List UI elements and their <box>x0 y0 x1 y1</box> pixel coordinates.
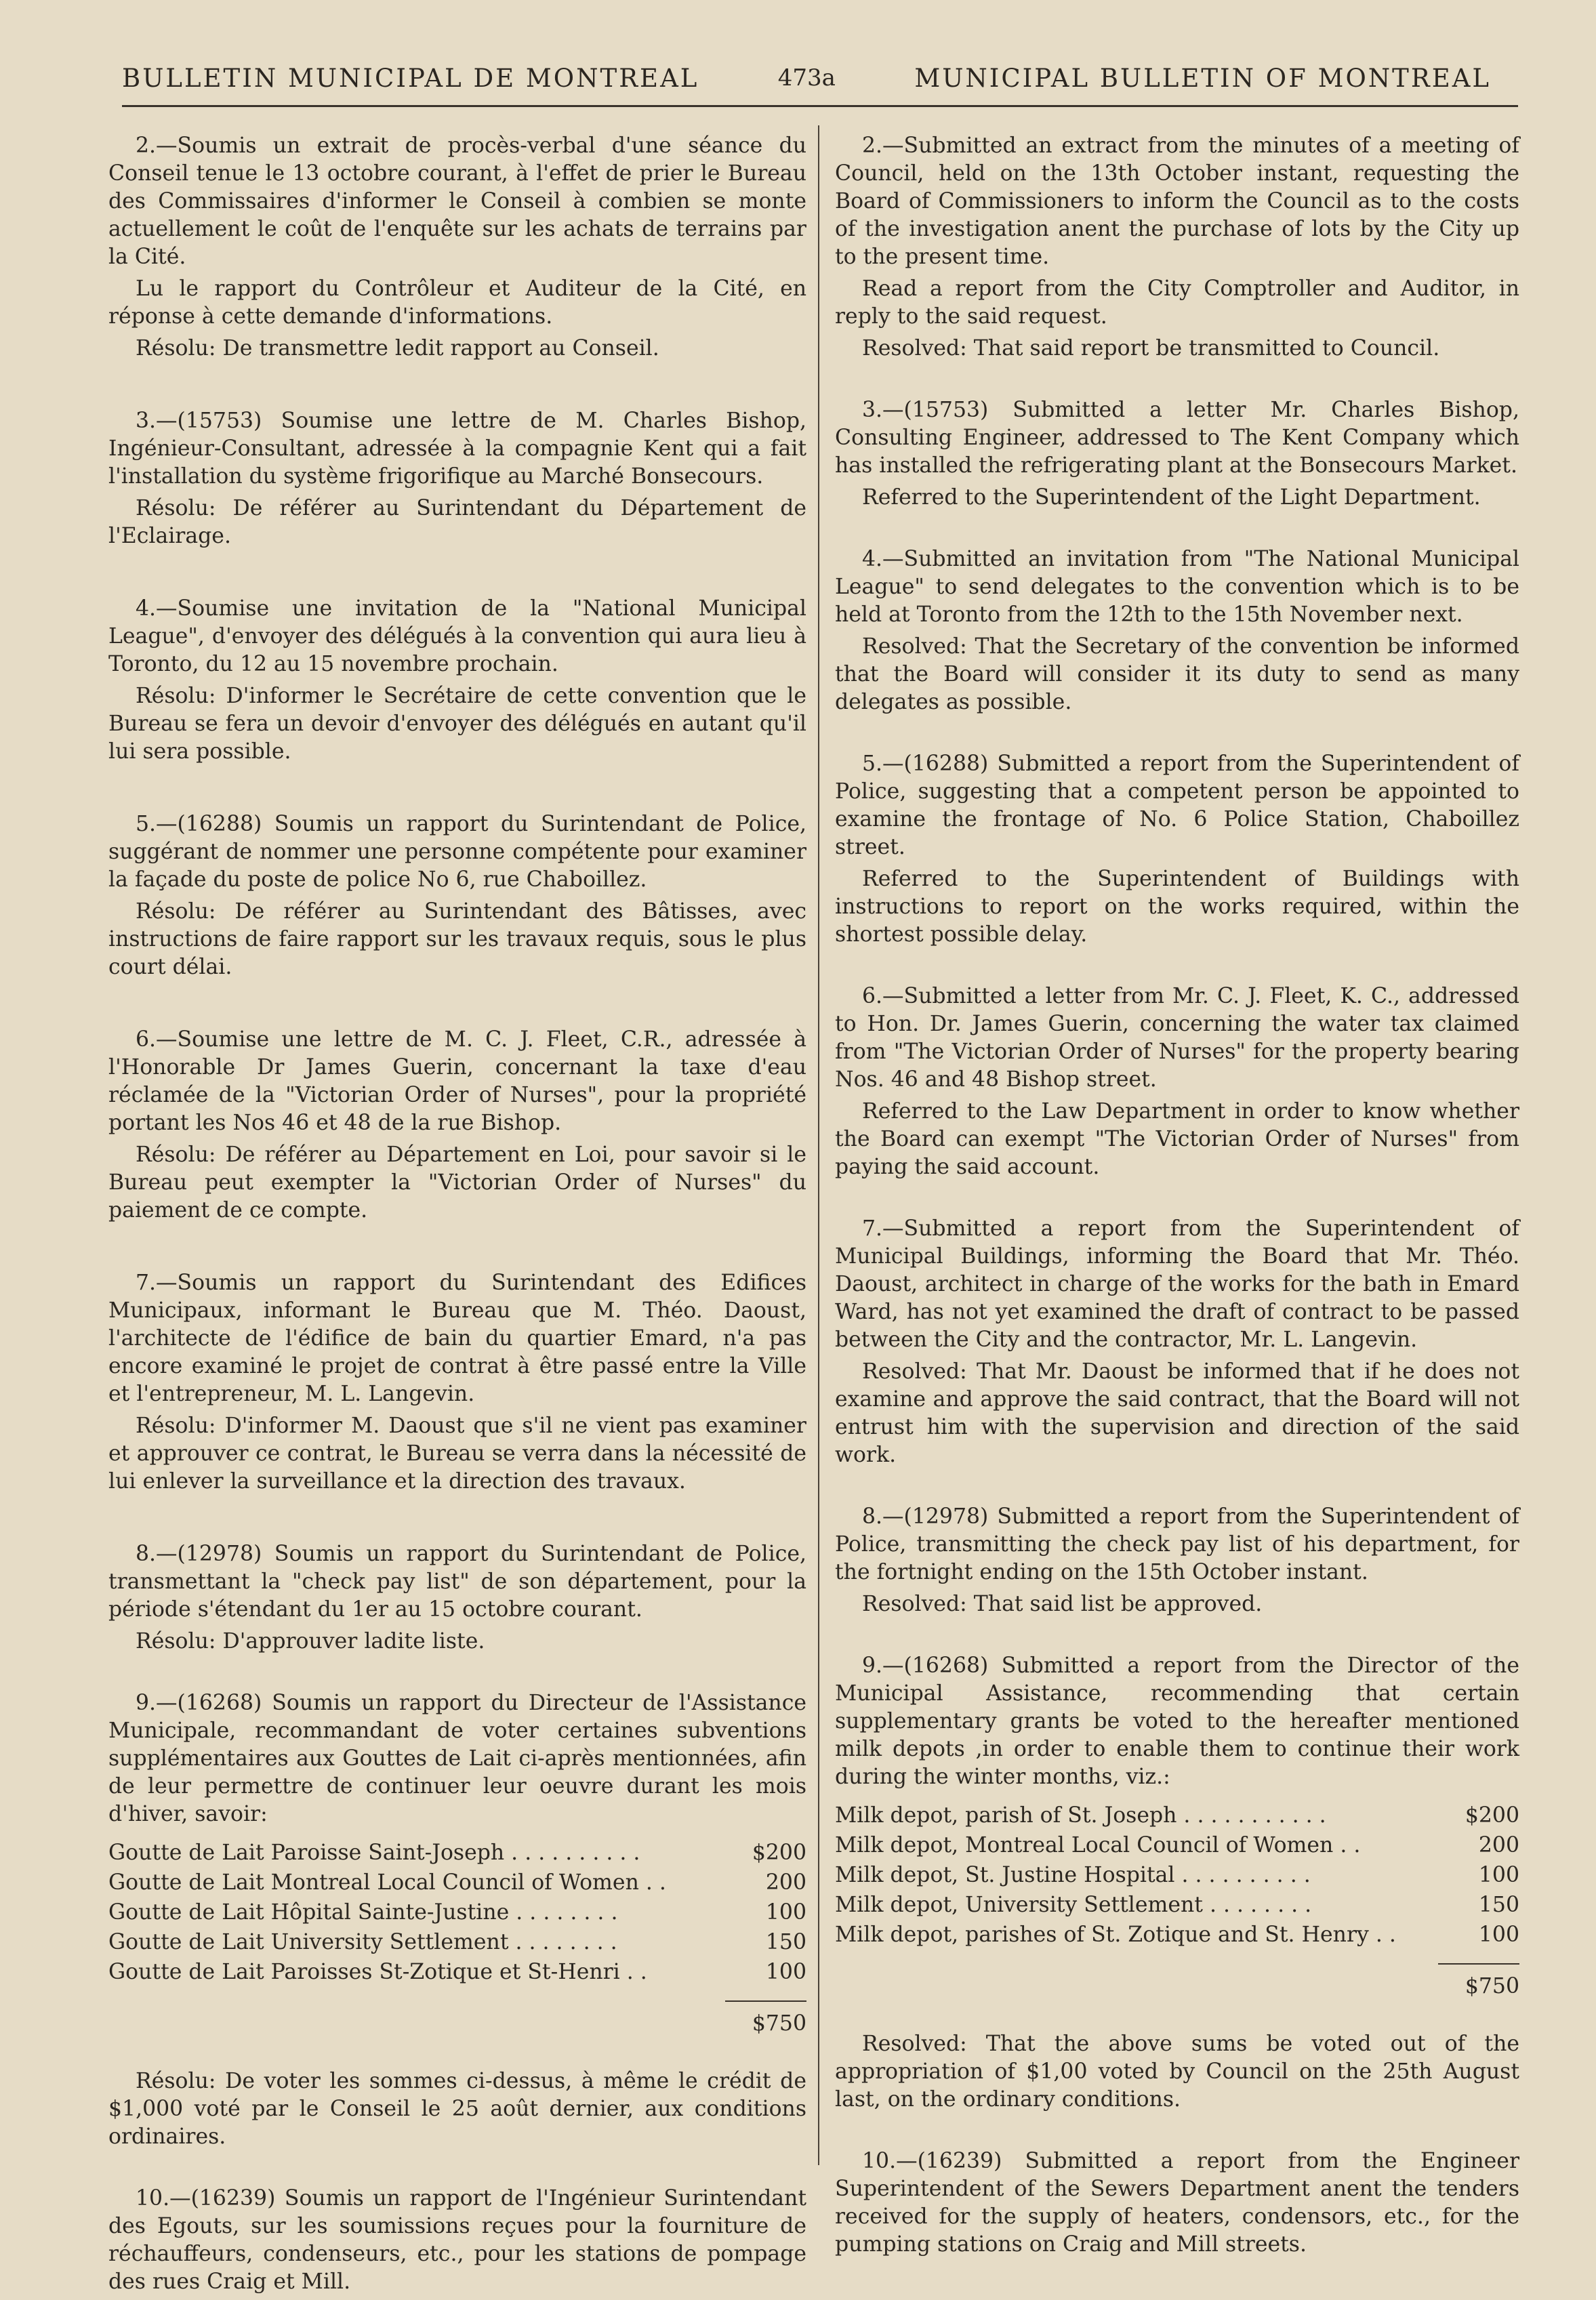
fr-item-6-resolved: Résolu: De référer au Département en Loi, pour savoir si le Bureau peut exempter la "Victorian Order of Nurses" du paiement de ce compte. <box>108 1143 806 1223</box>
en-item-6-text: 6.—Submitted a letter from Mr. C. J. Fleet, K. C., addressed to Hon. Dr. James Guerin, concerning the water tax claimed from "The Victorian Order of Nurses" for the property bearing Nos. 46 and 48 Bishop street. <box>835 984 1519 1092</box>
en-item-2-text: 2.—Submitted an extract from the minutes of a meeting of Council, held on the 13th October instant, requesting the Board of Commissioners to inform the Council as to the costs of the investigation anent the purchase of lots by the City up to the present time. <box>835 134 1519 269</box>
list-item: Milk depot, parish of St. Joseph . . . . . . . . . . . $200 <box>835 1803 1519 1828</box>
fr-item-7-text: 7.—Soumis un rapport du Surintendant des Edifices Municipaux, informant le Bureau que M. Théo. Daoust, l'architecte de l'édifice de bain du quartier Emard, n'a pas encore examiné le projet de contrat à être passé entre la Ville et l'entrepreneur, M. L. Langevin. <box>108 1271 806 1406</box>
fr-grant-total: $750 <box>108 2000 806 2038</box>
en-item-4-text: 4.—Submitted an invitation from "The National Municipal League" to send delegates to the convention which is to be held at Toronto from the 12th to the 15th November next. <box>835 547 1519 627</box>
header-rule <box>122 105 1518 107</box>
list-item: Goutte de Lait University Settlement . . . . . . . . 150 <box>108 1930 806 1954</box>
fr-item-5-resolved: Résolu: De référer au Surintendant des Bâtisses, avec instructions de faire rapport sur les travaux requis, sous le plus court délai. <box>108 899 806 979</box>
en-grant-total: $750 <box>835 1963 1519 2000</box>
en-item-2-read: Read a report from the City Comptroller and Auditor, in reply to the said request. <box>835 276 1519 329</box>
en-item-7-text: 7.—Submitted a report from the Superintendent of Municipal Buildings, informing the Board that Mr. Théo. Daoust, architect in charge of the works for the bath in Emard Ward, has not yet examined the draft of contract to be passed between the City and the contractor, Mr. L. Langevin. <box>835 1216 1519 1352</box>
list-item: Goutte de Lait Hôpital Sainte-Justine . . . . . . . . 100 <box>108 1900 806 1925</box>
en-item-8-text: 8.—(12978) Submitted a report from the Superintendent of Police, transmitting the check pay list of his department, for the fortnight ending on the 15th October instant. <box>835 1504 1519 1584</box>
page-number: 473a <box>777 64 836 91</box>
en-grant-list <box>835 1801 1519 1950</box>
fr-item-2-resolved: Résolu: De transmettre ledit rapport au Conseil. <box>136 336 659 361</box>
en-item-6-resolved: Referred to the Law Department in order to know whether the Board can exempt "The Victorian Order of Nurses" from paying the said account. <box>835 1099 1519 1179</box>
en-item-8-resolved: Resolved: That said list be approved. <box>862 1592 1263 1616</box>
fr-item-4-resolved: Résolu: D'informer le Secrétaire de cette convention que le Bureau se fera un devoir d'envoyer des délégués en autant qu'il lui sera possible. <box>108 684 806 764</box>
header-title-english: MUNICIPAL BULLETIN OF MONTREAL <box>914 63 1491 93</box>
fr-item-8-text: 8.—(12978) Soumis un rapport du Surintendant de Police, transmettant la "check pay list" de son département, pour la période s'étendant du 1er au 15 octobre courant. <box>108 1542 806 1622</box>
list-item: Milk depot, University Settlement . . . . . . . . 150 <box>835 1893 1519 1917</box>
header-title-french: BULLETIN MUNICIPAL DE MONTREAL <box>122 63 699 93</box>
en-item-5-resolved: Referred to the Superintendent of Buildings with instructions to report on the works required, within the shortest possible delay. <box>835 867 1519 947</box>
list-item: Milk depot, Montreal Local Council of Women . . 200 <box>835 1833 1519 1857</box>
en-item-3-resolved: Referred to the Superintendent of the Light Department. <box>862 485 1481 510</box>
list-item: Milk depot, parishes of St. Zotique and St. Henry . . 100 <box>835 1923 1519 1947</box>
fr-item-3-text: 3.—(15753) Soumise une lettre de M. Charles Bishop, Ingénieur-Consultant, adressée à la compagnie Kent qui a fait l'installation du système frigorifique au Marché Bonsecours. <box>108 409 806 489</box>
fr-item-4-text: 4.—Soumise une invitation de la "National Municipal League", d'envoyer des délégués à la convention qui aura lieu à Toronto, du 12 au 15 novembre prochain. <box>108 596 806 676</box>
french-column <box>108 132 806 2300</box>
en-item-5-text: 5.—(16288) Submitted a report from the Superintendent of Police, suggesting that a competent person be appointed to examine the frontage of No. 6 Police Station, Chaboillez street. <box>835 752 1519 859</box>
en-item-3-text: 3.—(15753) Submitted a letter Mr. Charles Bishop, Consulting Engineer, addressed to The Kent Company which has installed the refrigerating plant at the Bonsecours Market. <box>835 398 1519 478</box>
fr-grant-list <box>108 1838 806 1987</box>
english-column <box>835 132 1519 2263</box>
en-item-2-resolved: Resolved: That said report be transmitted to Council. <box>862 336 1440 361</box>
fr-item-9-text: 9.—(16268) Soumis un rapport du Directeur de l'Assistance Municipale, recommandant de voter certaines subventions supplémentaires aux Gouttes de Lait ci-après mentionnées, afin de leur permettre de continuer leur oeuvre durant les mois d'hiver, savoir: <box>108 1691 806 1826</box>
list-item: Goutte de Lait Paroisse Saint-Joseph . . . . . . . . . . $200 <box>108 1841 806 1865</box>
fr-item-2-text: 2.—Soumis un extrait de procès-verbal d'une séance du Conseil tenue le 13 octobre courant, à l'effet de prier le Bureau des Commissaires d'informer le Conseil à combien se monte actuellement le coût de l'enquête sur les achats de terrains par la Cité. <box>108 134 806 269</box>
fr-item-7-resolved: Résolu: D'informer M. Daoust que s'il ne vient pas examiner et approuver ce contrat, le Bureau se verra dans la nécessité de lui enlever la surveillance et la direction des travaux. <box>108 1414 806 1494</box>
en-item-4-resolved: Resolved: That the Secretary of the convention be informed that the Board will consider it its duty to send as many delegates as possible. <box>835 634 1519 714</box>
column-divider <box>818 125 819 2165</box>
fr-item-10-text: 10.—(16239) Soumis un rapport de l'Ingénieur Surintendant des Egouts, sur les soumissions reçues pour la fourniture de réchauffeurs, condenseurs, etc., pour les stations de pompage des rues Craig et Mill. <box>108 2186 806 2294</box>
fr-item-9-resolved: Résolu: De voter les sommes ci-dessus, à même le crédit de $1,000 voté par le Conseil le 25 août dernier, aux conditions ordinaires. <box>108 2069 806 2149</box>
list-item: Goutte de Lait Paroisses St-Zotique et St-Henri . . 100 <box>108 1960 806 1984</box>
fr-item-5-text: 5.—(16288) Soumis un rapport du Surintendant de Police, suggérant de nommer une personne compétente pour examiner la façade du poste de police No 6, rue Chaboillez. <box>108 812 806 892</box>
en-item-7-resolved: Resolved: That Mr. Daoust be informed that if he does not examine and approve the said contract, that the Board will not entrust him with the supervision and direction of the said work. <box>835 1359 1519 1467</box>
en-item-9-resolved: Resolved: That the above sums be voted out of the appropriation of $1,00 voted by Council on the 25th August last, on the ordinary conditions. <box>835 2032 1519 2112</box>
en-item-10-text: 10.—(16239) Submitted a report from the Engineer Superintendent of the Sewers Department anent the tenders received for the supply of heaters, condensors, etc., for the pumping stations on Craig and Mill streets. <box>835 2149 1519 2257</box>
fr-item-8-resolved: Résolu: D'approuver ladite liste. <box>136 1629 485 1654</box>
en-item-9-text: 9.—(16268) Submitted a report from the Director of the Municipal Assistance, recommending that certain supplementary grants be voted to the hereafter mentioned milk depots ,in order to enable them to continue their work during the winter months, viz.: <box>835 1654 1519 1789</box>
fr-item-2-read: Lu le rapport du Contrôleur et Auditeur de la Cité, en réponse à cette demande d'informations. <box>108 276 806 329</box>
fr-item-6-text: 6.—Soumise une lettre de M. C. J. Fleet, C.R., adressée à l'Honorable Dr James Guerin, concernant la taxe d'eau réclamée de la "Victorian Order of Nurses", pour la propriété portant les Nos 46 et 48 de la rue Bishop. <box>108 1027 806 1135</box>
page-header <box>122 54 1491 102</box>
fr-item-3-resolved: Résolu: De référer au Surintendant du Département de l'Eclairage. <box>108 496 806 548</box>
list-item: Goutte de Lait Montreal Local Council of Women . . 200 <box>108 1870 806 1895</box>
list-item: Milk depot, St. Justine Hospital . . . . . . . . . . 100 <box>835 1863 1519 1887</box>
